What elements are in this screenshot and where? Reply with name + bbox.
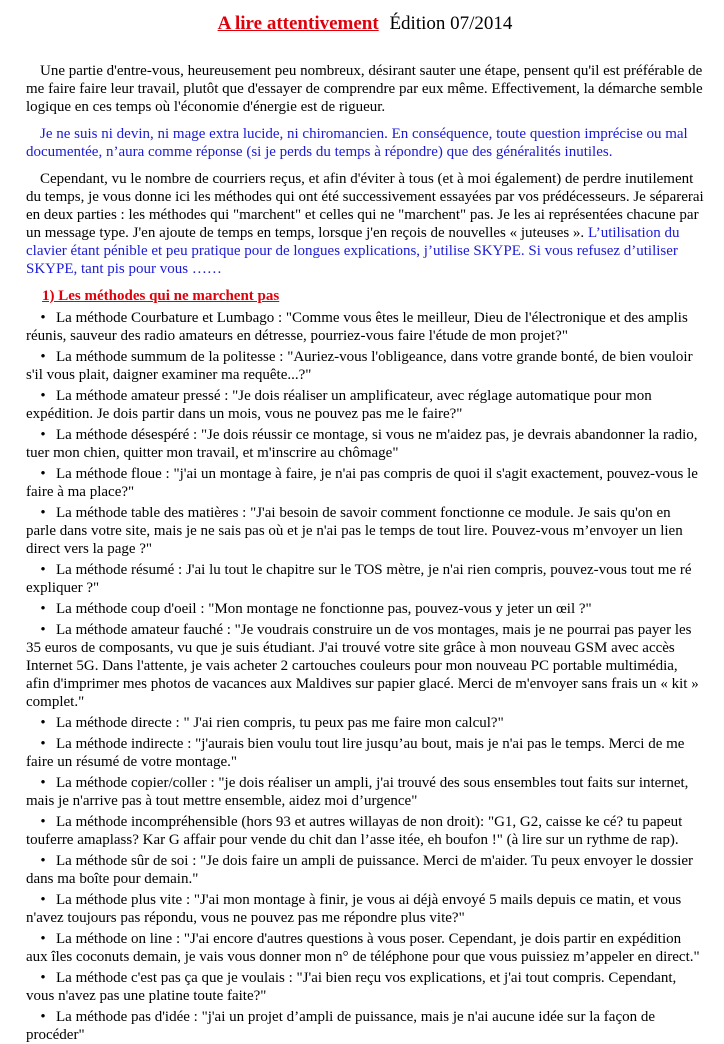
list-item [26, 561, 704, 597]
list-item [26, 852, 704, 888]
bullet-icon: • [40, 601, 46, 617]
list-item [26, 621, 704, 711]
method-text: La méthode summum de la politesse : "Auriez-vous l'obligeance, dans votre grande bonté, de bien vouloir s'il vous plait, daigner examiner ma requête...?" [26, 349, 693, 383]
list-item [26, 969, 704, 1005]
list-item [26, 813, 704, 849]
method-text: La méthode on line : "J'ai encore d'autres questions à vous poser. Cependant, je dois partir en expédition aux îles coconuts demain, je vais vous donner mon n° de téléphone pour que vous puissiez m’appeler en direct." [26, 931, 700, 965]
method-text: La méthode pas d'idée : "j'ai un projet d’ampli de puissance, mais je n'ai aucune idée sur la façon de procéder" [26, 1009, 656, 1043]
method-text: La méthode amateur pressé : "Je dois réaliser un amplificateur, avec réglage automatique pour mon expédition. Je dois partir dans un mois, vous ne pouvez pas me le faire?" [26, 388, 652, 422]
method-text: La méthode amateur fauché : "Je voudrais construire un de vos montages, mais je ne pourrai pas payer les 35 euros de composants, vu que je suis étudiant. J'ai trouvé votre site grâce à mon nouveau GSM avec accès Internet 5G. Dans l'attente, je vais acheter 2 cartouches couleurs pour mon nouveau PC portable multimédia, afin d'imprimer mes photos de vacances aux Maldives sur papier glacé. Merci de m'envoyer sans frais un « kit » complet." [26, 622, 699, 710]
method-text: La méthode copier/coller : "je dois réaliser un ampli, j'ai trouvé des sous ensembles tout faits sur internet, mais je n'arrive pas à tout mettre ensemble, aidez moi d’urgence" [26, 775, 689, 809]
list-item [26, 348, 704, 384]
bullet-icon: • [40, 970, 46, 986]
methods-list [26, 309, 704, 1044]
method-text: La méthode coup d'oeil : "Mon montage ne fonctionne pas, pouvez-vous y jeter un œil ?" [56, 601, 592, 617]
bullet-icon: • [40, 622, 46, 638]
method-text: La méthode indirecte : "j'aurais bien voulu tout lire jusqu’au bout, mais je n'ai pas le temps. Merci de me faire un résumé de votre montage." [26, 736, 685, 770]
bullet-icon: • [40, 310, 46, 326]
list-item [26, 426, 704, 462]
bullet-icon: • [40, 892, 46, 908]
list-item [26, 1008, 704, 1044]
list-item [26, 774, 704, 810]
method-text: La méthode sûr de soi : "Je dois faire un ampli de puissance. Merci de m'aider. Tu peux envoyer le dossier dans ma boîte pour demain." [26, 853, 694, 887]
bullet-icon: • [40, 736, 46, 752]
bullet-icon: • [40, 775, 46, 791]
methods-intro-text: Cependant, vu le nombre de courriers reçus, et afin d'éviter à tous (et à moi également) de perdre inutilement du temps, je vous donne ici les méthodes qui ont été successivement essayées par vos prédécesseurs. Je séparerai en deux parties : les méthodes qui "marchent" et celles qui ne "marchent" pas. Je les ai représentées chacune par un message type. J'en ajoute de temps en temps, lorsque j'en reçois de nouvelles « juteuses ». [26, 171, 704, 241]
list-item [26, 465, 704, 501]
method-text: La méthode désespéré : "Je dois réussir ce montage, si vous ne m'aidez pas, je devrais abandonner la radio, tuer mon chien, quitter mon travail, et m'inscrire au chômage" [26, 427, 698, 461]
method-text: La méthode floue : "j'ai un montage à faire, je n'ai pas compris de quoi il s'agit exactement, pouvez-vous le faire à ma place?" [26, 466, 698, 500]
bullet-icon: • [40, 931, 46, 947]
intro-paragraph: Une partie d'entre-vous, heureusement peu nombreux, désirant sauter une étape, pensent qu'il est préférable de me faire faire leur travail, plutôt que d'essayer de comprendre par eux même. Effectivement, la démarche semble logique en ces temps où l'économie d'énergie est de rigueur. [26, 63, 703, 115]
bullet-icon: • [40, 715, 46, 731]
bullet-icon: • [40, 562, 46, 578]
method-text: La méthode incompréhensible (hors 93 et autres willayas de non droit): "G1, G2, caisse ke cé? tu papeut touferre amaplass? Kar G affair pour vende du chit dan l’asse itée, eh boufon !" (à lire sur un rythme de rap). [26, 814, 683, 848]
warning-paragraph: Je ne suis ni devin, ni mage extra lucide, ni chiromancien. En conséquence, toute question imprécise ou mal documentée, n’aura comme réponse (si je perds du temps à répondre) que des généralités inutiles. [26, 126, 688, 160]
bullet-icon: • [40, 814, 46, 830]
method-text: La méthode résumé : J'ai lu tout le chapitre sur le TOS mètre, je n'ai rien compris, pouvez-vous tout me ré expliquer ?" [26, 562, 692, 596]
section-heading: 1) Les méthodes qui ne marchent pas [42, 288, 280, 304]
bullet-icon: • [40, 349, 46, 365]
list-item [26, 387, 704, 423]
bullet-icon: • [40, 853, 46, 869]
list-item [26, 504, 704, 558]
bullet-icon: • [40, 466, 46, 482]
list-item [26, 891, 704, 927]
list-item [26, 930, 704, 966]
method-text: La méthode table des matières : "J'ai besoin de savoir comment fonctionne ce module. Je sais qu'on en parle dans votre site, mais je ne sais pas où et je n'ai pas le temps de tout lire. Pouvez-vous m’envoyer un lien direct vers la page ?" [26, 505, 683, 557]
methods-intro-paragraph [26, 170, 704, 278]
list-item [26, 714, 704, 732]
bullet-icon: • [40, 388, 46, 404]
method-text: La méthode plus vite : "J'ai mon montage à finir, je vous ai déjà envoyé 5 mails depuis ce matin, et vous n'avez toujours pas répondu, vous ne pouvez pas me répondre plus vite?" [26, 892, 682, 926]
title-main: A lire attentivement [217, 13, 379, 34]
bullet-icon: • [40, 505, 46, 521]
list-item [26, 735, 704, 771]
method-text: La méthode Courbature et Lumbago : "Comme vous êtes le meilleur, Dieu de l'électronique et des amplis réunis, sauveur des radio amateurs en détresse, pourriez-vous faire l'étude de mon projet?" [26, 310, 688, 344]
bullet-icon: • [40, 427, 46, 443]
title-edition: Édition 07/2014 [389, 13, 513, 34]
skype-note: L’utilisation du clavier étant pénible et peu pratique pour de longues explications, j’utilise SKYPE. Si vous refusez d’utiliser SKYPE, tant pis pour vous …… [26, 225, 680, 277]
list-item [26, 600, 704, 618]
page-title [26, 12, 704, 36]
list-item [26, 309, 704, 345]
method-text: La méthode directe : " J'ai rien compris, tu peux pas me faire mon calcul?" [56, 715, 504, 731]
method-text: La méthode c'est pas ça que je voulais : "J'ai bien reçu vos explications, et j'ai tout compris. Cependant, vous n'avez pas une platine toute faite?" [26, 970, 677, 1004]
bullet-icon: • [40, 1009, 46, 1025]
